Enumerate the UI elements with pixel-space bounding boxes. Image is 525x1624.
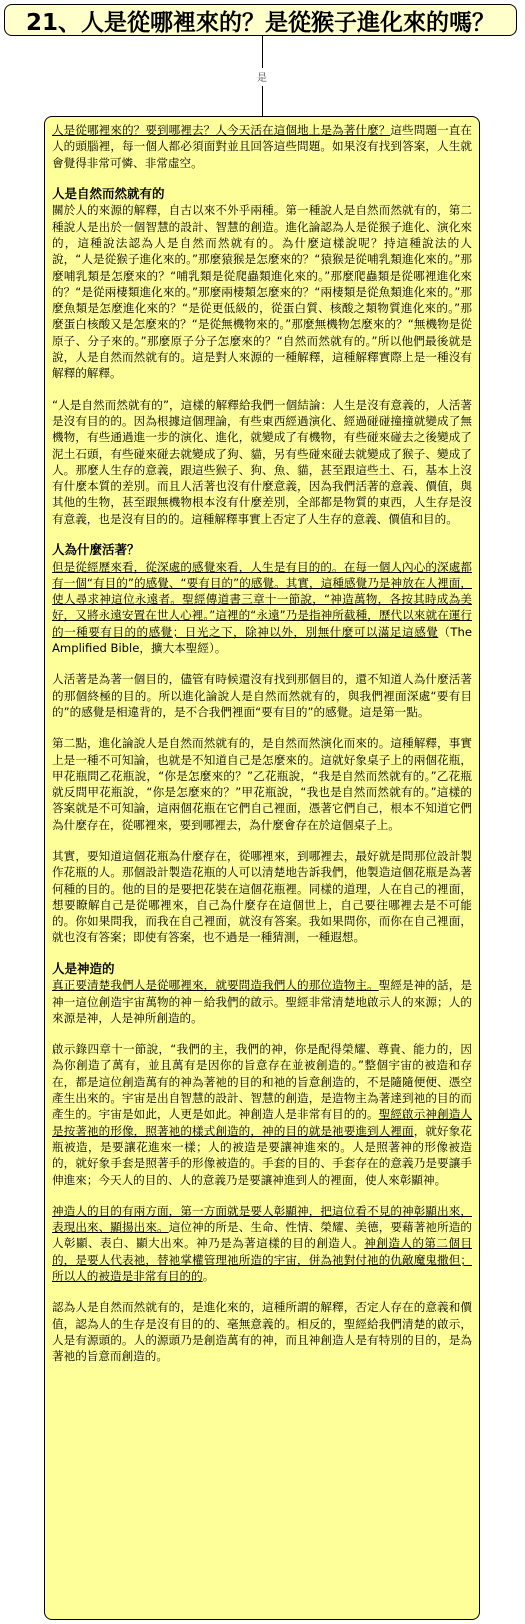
section3-p2-underlined: 聖經啟示神創造人是按著祂的形像，照著祂的樣式創造的，神的目的就是祂要進到人裡面 bbox=[52, 1107, 472, 1138]
section-created bbox=[52, 961, 472, 1365]
section2-p1-rest: （The Amplified Bible，擴大本聖經）。 bbox=[52, 624, 472, 656]
intro-underlined: 人是從哪裡來的？要到哪裡去？人今天活在這個地上是為著什麼？ bbox=[52, 123, 391, 137]
connector-label: 是 bbox=[252, 69, 272, 84]
connector-line-bottom bbox=[262, 86, 263, 116]
topic-title[interactable] bbox=[4, 4, 517, 36]
section3-p3-underlined-1: 神造人的目的有兩方面，第一方面就是要人彰顯神，把這位看不見的神彰顯出來，表現出來、顯揚出來。 bbox=[52, 1203, 472, 1235]
content-node[interactable] bbox=[44, 116, 480, 1620]
section-natural bbox=[52, 186, 472, 527]
section-heading-natural: 人是自然而然就有的 bbox=[52, 185, 165, 201]
section3-paragraph-1 bbox=[52, 977, 472, 1026]
intro-rest: 這些問題一直在人的頭腦裡，每一個人都必須面對並且回答這些問題。如果沒有找到答案，人生就會覺得非常可憐、非常虛空。 bbox=[52, 123, 472, 170]
section3-p1-rest: 聖經是神的話，是神一這位創造宇宙萬物的神－給我們的啟示。聖經非常清楚地啟示人的來源；人的來源是神，人是神所創造的。 bbox=[52, 978, 472, 1025]
section3-p1-underlined: 真正要清楚我們人是從哪裡來，就要問造我們人的那位造物主。 bbox=[52, 978, 379, 993]
section1-paragraph-2: “人是自然而然就有的”，這樣的解釋給我們一個結論：人生是沒有意義的，人活著是沒有目的的。因為根據這個理論，有些東西經過演化、經過碰碰撞撞就變成了無機物，有些通過進一步的演化、進化，就變成了有機物，有些碰來碰去之後變成了泥土石頭，有些碰來碰去就變成了狗、貓，另有些碰來碰去就變成了猴子、變成了人。那麼人生存的意義，跟這些猴子、狗、魚、貓，甚至跟這些土、石，基本上沒有什麼本質的差別。而且人活著也沒有什麼意義，因為我們活著的意義、價值，與其他的生物，甚至跟無機物根本沒有什麼差別，全部都是物質的東西，人生存是沒有意義，也是沒有目的的。這種解釋事實上否定了人生存的意義、價值和目的。 bbox=[52, 397, 472, 526]
section3-p2-b: ，就好象花瓶被造，是要讓花進來一樣；人的被造是要讓神進來的。人是照著神的形像被造的，就好象手套是照著手的形像被造的。手套的目的、手套存在的意義乃是要讓手伸進來；今天人的目的、人的意義乃是要讓神進到人的裡面，使人來彰顯神。 bbox=[52, 1123, 472, 1187]
section3-paragraph-4: 認為人是自然而然就有的，是進化來的，這種所謂的解釋，否定人存在的意義和價值，認為人的生存是沒有目的的、毫無意義的。相反的，聖經給我們清楚的啟示，人是有源頭的。人的源頭乃是創造萬有的神，而且神創造人是有特別的目的，是為著祂的旨意而創造的。 bbox=[52, 1300, 472, 1364]
section3-paragraph-3 bbox=[52, 1203, 472, 1284]
intro-paragraph bbox=[52, 122, 472, 171]
section-heading-purpose: 人為什麼活著？ bbox=[52, 542, 140, 558]
section3-p3-underlined-2: 神創造人的第二個目的，是要人代表祂，替祂掌權管理祂所造的宇宙，併為祂對付祂的仇敵魔鬼撒但；所以人的被造是非常有目的的 bbox=[52, 1236, 472, 1284]
section2-paragraph-1 bbox=[52, 559, 472, 657]
section2-paragraph-2: 人活著是為著一個目的，儘管有時候還沒有找到那個目的，還不知道人為什麼活著的那個終極的目的。所以進化論說人是自然而然就有的，與我們裡面深處“要有目的”的感覺是相違背的，是不合我們裡面“要有目的”的感覺。這是第一點。 bbox=[52, 672, 472, 719]
section3-p2-a: 啟示錄四章十一節說，“我們的主，我們的神，你是配得榮耀、尊貴、能力的，因為你創造了萬有，並且萬有是因你的旨意存在並被創造的。”整個宇宙的被造和存在，都是這位創造萬有的神為著祂的目的和祂的旨意創造的，不是隨隨便便、憑空產生出來的。宇宙是出自智慧的設計、智慧的創造，是造物主為著達到祂的目的而產生的。宇宙是如此，人更是如此。神創造人是非常有目的的。 bbox=[52, 1042, 472, 1122]
section-purpose bbox=[52, 542, 472, 946]
connector-line-top bbox=[262, 36, 263, 68]
section3-p3-a: 這位神的所是、生命、性情、榮耀、美德，要藉著祂所造的人彰顯、表白、顯大出來。神乃是為著這樣的目的創造人。 bbox=[52, 1220, 472, 1251]
section2-paragraph-4: 其實，要知道這個花瓶為什麼存在，從哪裡來，到哪裡去，最好就是問那位設計製作花瓶的人。那個設計製造花瓶的人可以清楚地告訴我們，他製造這個花瓶是為著何種的目的。他的目的是要把花裝在這個花瓶裡。同樣的道理，人在自己的裡面，想要瞭解自己是從哪裡來，自己為什麼存在這個世上，自己要往哪裡去是不可能的。你如果問我，而我在自己裡面，就沒有答案。我如果問你，而你在自己裡面，就也沒有答案；即使有答案，也不過是一種猜測，一種遐想。 bbox=[52, 848, 472, 945]
section-heading-created: 人是神造的 bbox=[52, 960, 115, 976]
section3-p3-b: 。 bbox=[202, 1269, 215, 1284]
topic-title-text: 21、人是從哪裡來的？是從猴子進化來的嗎？ bbox=[25, 9, 495, 36]
section1-paragraph-1: 關於人的來源的解釋，自古以來不外乎兩種。第一種說人是自然而然就有的，第二種說人是出於一個智慧的設計、智慧的創造。進化論認為人是從猴子進化、演化來的，這種說法認為人是自然而然就有的。為什麼這樣說呢？持這種說法的人說，“人是從猴子進化來的。”那麼猿猴是怎麼來的？“猿猴是從哺乳類進化來的。”那麼哺乳類是怎麼來的？“哺乳類是從爬蟲類進化來的。”那麼爬蟲類是從哪裡進化來的？“是從兩棲類進化來的。”那麼兩棲類怎麼來的？“兩棲類是從魚類進化來的。”那麼魚類是怎麼進化來的？“是從更低級的，從蛋白質、核酸之類物質進化來的。”那麼蛋白核酸又是怎麼來的？“是從無機物來的。”那麼無機物怎麼來的？“無機物是從原子、分子來的。”那麼原子分子怎麼來的？“自然而然就有的。”所以他們最後就是說，人是自然而然就有的。這是對人來源的一種解釋，這種解釋實際上是一種沒有解釋的解釋。 bbox=[52, 203, 472, 381]
section3-paragraph-2 bbox=[52, 1041, 472, 1188]
section2-p1-underlined: 但是從經歷來看，從深處的感覺來看，人生是有目的的。在每一個人內心的深處都有一個“有目的”的感覺、“要有目的”的感覺。其實，這種感覺乃是神放在人裡面，使人尋求神這位永遠者。聖經傳道書三章十一節說，“神造萬物，各按其時成為美好，又將永遠安置在世人心裡。”這裡的“永遠”乃是指神所截種，歷代以來就在運行的一種要有目的的感覺；日光之下，除神以外，別無什麼可以滿足這感覺 bbox=[52, 559, 472, 639]
section2-paragraph-3: 第二點，進化論說人是自然而然就有的，是自然而然演化而來的。這種解釋，事實上是一種不可知論，也就是不知道自己是怎麼來的。這就好象桌子上的兩個花瓶，甲花瓶問乙花瓶說，“你是怎麼來的？”乙花瓶說，“我是自然而然就有的。”乙花瓶就反問甲花瓶說，“你是怎麼來的？”甲花瓶說，“我也是自然而然就有的。”這樣的答案就是不可知論，這兩個花瓶在它們自己裡面，憑著它們自己，根本不知道它們為什麼存在，從哪裡來，要到哪裡去，為什麼會存在於這個桌子上。 bbox=[52, 736, 472, 832]
